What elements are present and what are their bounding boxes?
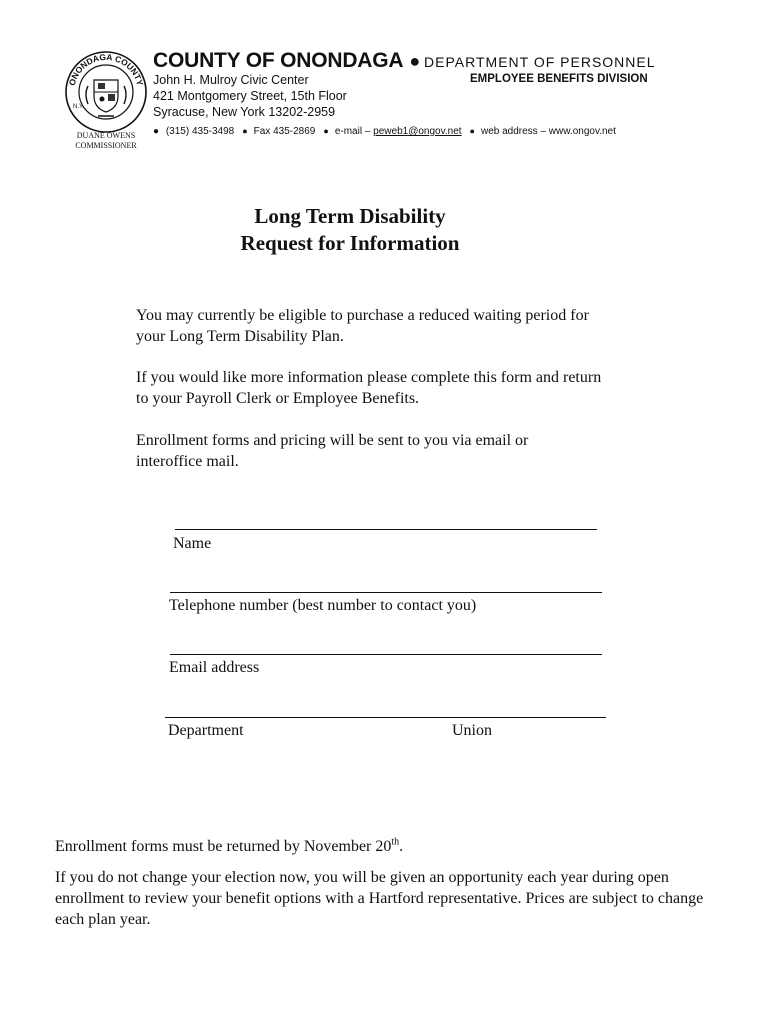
email-address-label: Email address [169,659,260,676]
form-title [200,203,500,257]
email-label: e-mail – [334,126,374,137]
address-line-3: Syracuse, New York 13202-2959 [153,105,336,119]
deadline-end: . [399,838,404,855]
header-title [153,49,656,73]
county-seal-logo [64,50,148,134]
bullet-icon: ● [242,126,248,136]
bullet-icon: ● [469,126,475,136]
county-name: COUNTY OF ONONDAGA [153,49,404,72]
department-union-field-line[interactable] [165,701,606,717]
svg-text:N.Y.: N.Y. [73,104,84,110]
department-name: DEPARTMENT OF PERSONNEL [424,54,656,70]
bullet-icon: ● [323,126,329,136]
deadline-suffix: th [391,836,400,848]
open-enrollment-note: If you do not change your election now, you will be given an opportunity each year during open enrollment to review your benefit options with a Hartford representative. Prices are subject to change each plan year. [55,869,704,928]
bullet-icon: ● [409,51,421,71]
paragraph-eligibility: You may currently be eligible to purchase a reduced waiting period for your Long Term Disability Plan. [136,307,589,345]
name-field-line[interactable] [175,513,597,529]
paragraph-delivery: Enrollment forms and pricing will be sent to you via email or interoffice mail. [136,432,529,470]
union-label: Union [452,722,492,739]
phone-number: (315) 435-3498 [165,126,235,137]
telephone-field-line[interactable] [170,576,602,592]
division-name: EMPLOYEE BENEFITS DIVISION [470,73,648,85]
paragraph-instructions: If you would like more information please complete this form and return to your Payroll Clerk or Employee Benefits. [136,369,602,407]
commissioner-block [58,131,154,151]
telephone-label: Telephone number (best number to contact you) [169,597,477,614]
web-address[interactable]: web address – www.ongov.net [480,126,616,137]
bullet-icon: ● [153,126,160,137]
form-title-line-2: Request for Information [240,231,460,255]
commissioner-title: COMMISSIONER [75,141,137,150]
svg-text:ONONDAGA COUNTY: ONONDAGA COUNTY [66,51,146,87]
address-line-2: 421 Montgomery Street, 15th Floor [153,89,347,103]
department-label: Department [168,722,244,739]
address-line-1: John H. Mulroy Civic Center [153,73,309,87]
email-link[interactable]: peweb1@ongov.net [373,126,462,137]
form-title-line-1: Long Term Disability [254,204,446,228]
name-label: Name [173,535,212,552]
commissioner-name: DUANE OWENS [76,131,136,140]
email-field-line[interactable] [170,638,602,654]
fax-number: Fax 435-2869 [253,126,316,137]
deadline-text: Enrollment forms must be returned by November 20 [55,838,392,855]
contact-line [153,126,616,137]
deadline-notice [55,836,715,857]
